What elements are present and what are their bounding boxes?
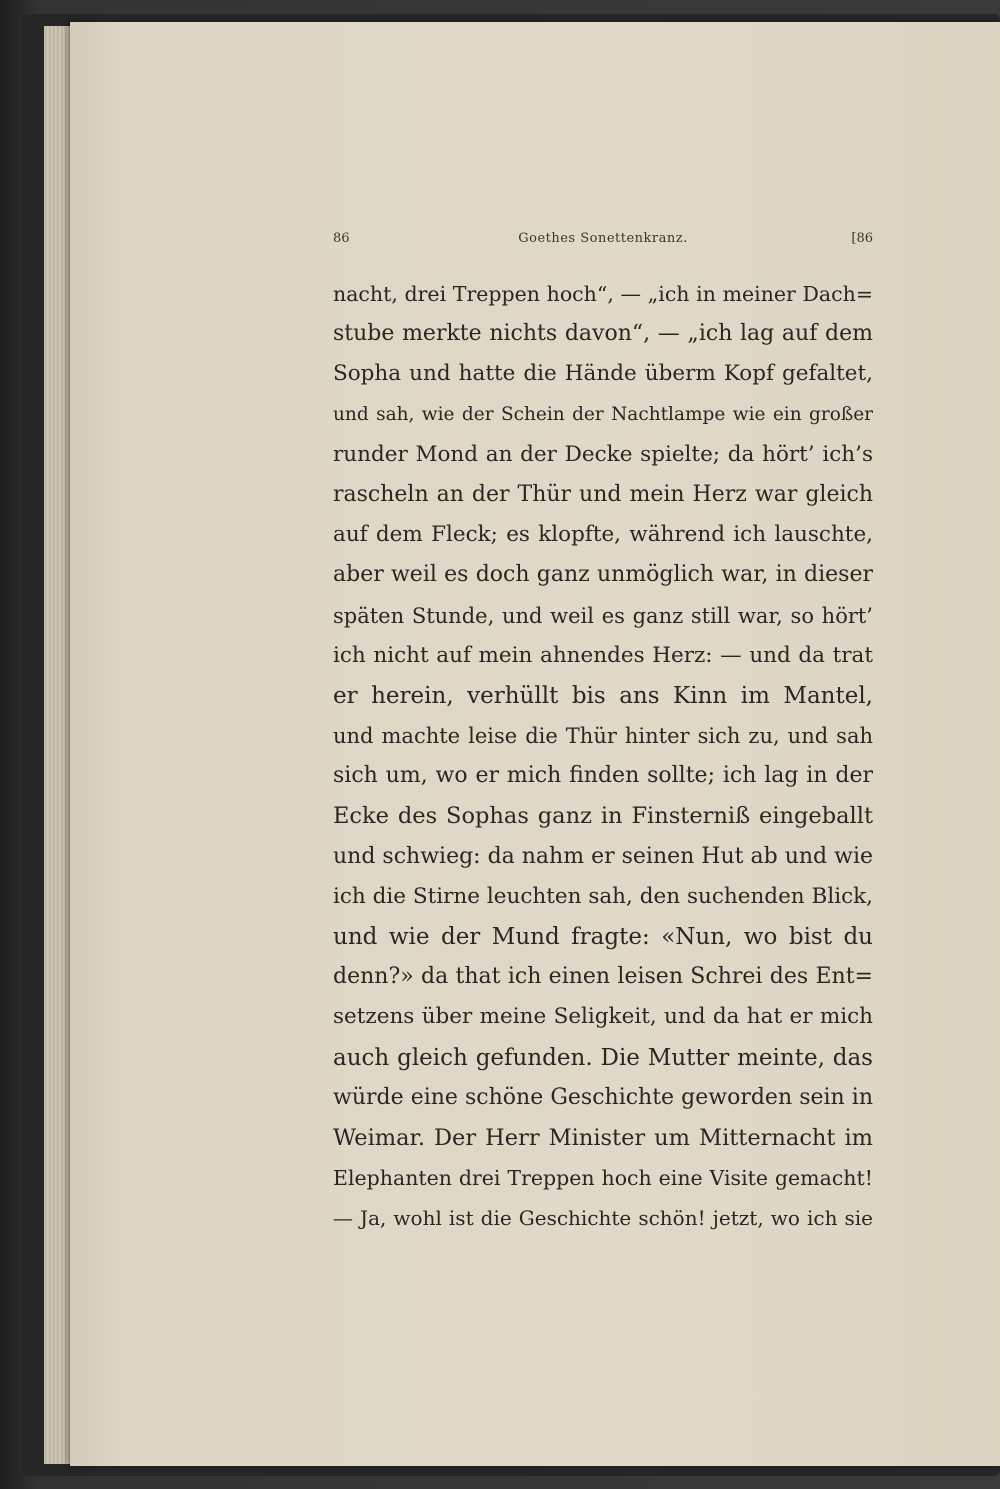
text-line: runder Mond an der Decke spielte; da hört’ ich’s xyxy=(333,441,873,467)
text-line: rascheln an der Thür und mein Herz war gleich xyxy=(333,481,873,507)
text-line: denn?» da that ich einen leisen Schrei des Ent= xyxy=(333,964,873,990)
text-line: und machte leise die Thür hinter sich zu, und sah xyxy=(333,724,873,749)
text-line: auf dem Fleck; es klopfte, während ich lauschte, xyxy=(333,522,873,548)
body-text xyxy=(333,274,873,1239)
text-line: ich die Stirne leuchten sah, den suchenden Blick, xyxy=(333,883,873,909)
text-line: Weimar. Der Herr Minister um Mitternacht im xyxy=(333,1124,873,1151)
text-line: stube merkte nichts davon“, — „ich lag auf dem xyxy=(333,321,873,347)
text-line: er herein, verhüllt bis ans Kinn im Mantel, xyxy=(333,682,873,709)
text-line: auch gleich gefunden. Die Mutter meinte, das xyxy=(333,1044,873,1071)
text-line: und schwieg: da nahm er seinen Hut ab und wie xyxy=(333,843,873,869)
text-line: Ecke des Sophas ganz in Finsterniß eingeballt xyxy=(333,803,873,830)
text-line: ich nicht auf mein ahnendes Herz: — und da trat xyxy=(333,642,873,668)
text-line: aber weil es doch ganz unmöglich war, in dieser xyxy=(333,562,873,588)
text-line: setzens über meine Seligkeit, und da hat er mich xyxy=(333,1004,873,1030)
text-line: und wie der Mund fragte: «Nun, wo bist du xyxy=(333,924,873,950)
text-line: Elephanten drei Treppen hoch eine Visite gemacht! xyxy=(333,1166,873,1191)
running-title: Goethes Sonettenkranz. xyxy=(518,231,688,246)
text-line: nacht, drei Treppen hoch“, — „ich in meiner Dach= xyxy=(333,282,873,306)
running-header xyxy=(333,231,873,253)
text-line: Sopha und hatte die Hände überm Kopf gefaltet, xyxy=(333,361,873,387)
text-line: würde eine schöne Geschichte geworden sein in xyxy=(333,1084,873,1110)
text-line: und sah, wie der Schein der Nachtlampe wie ein großer xyxy=(333,403,873,425)
text-line: — Ja, wohl ist die Geschichte schön! jetzt, wo ich sie xyxy=(333,1206,873,1231)
text-line: späten Stunde, und weil es ganz still war, so hört’ xyxy=(333,603,873,628)
text-line: sich um, wo er mich finden sollte; ich lag in der xyxy=(333,763,873,789)
page-number-left: 86 xyxy=(333,231,350,246)
page-number-right: [86 xyxy=(851,231,873,246)
